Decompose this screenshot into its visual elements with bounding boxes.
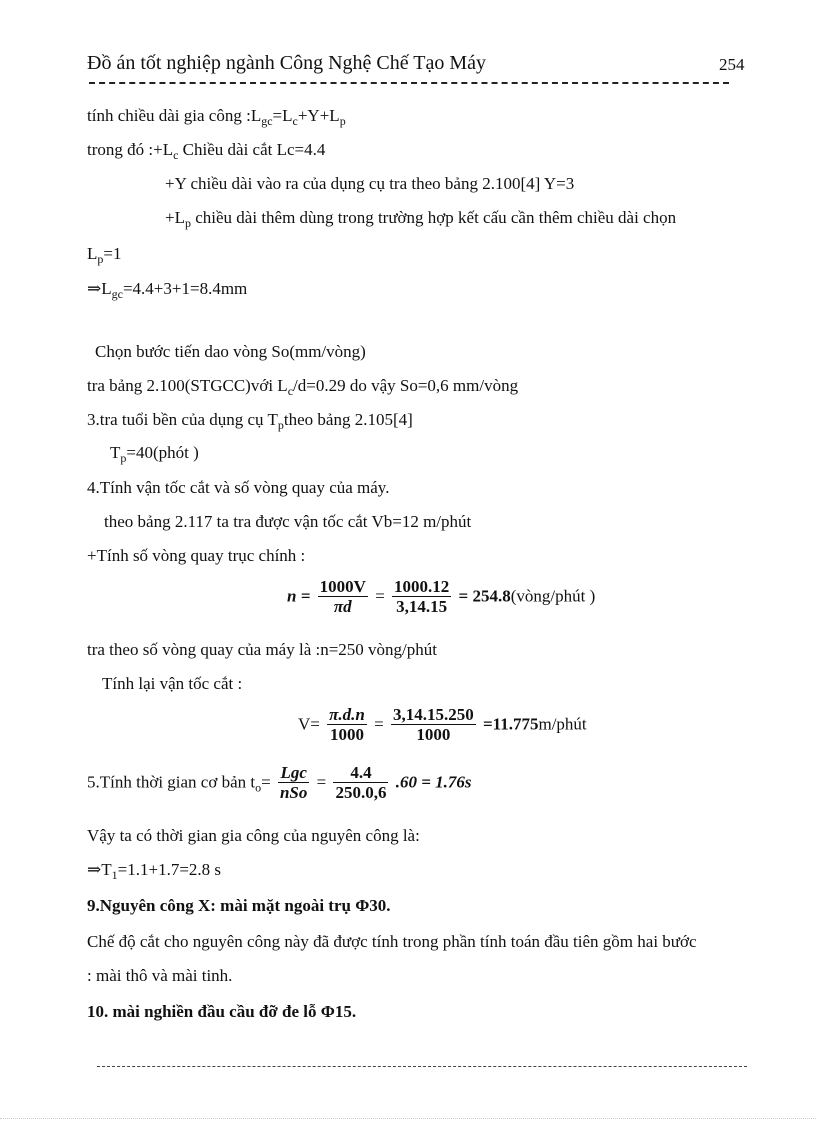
- text-line: 3.tra tuổi bền của dụng cụ $T_ptheo$ bảng 2.105[4]: [87, 410, 413, 432]
- text-line: tính chiều dài gia công $:L_{gc}=L_c+Y+L_p$: [87, 106, 346, 128]
- formula-spindle-speed: n = $\frac{1000V}{\pi d}$ = $\frac{1000.12}{3,14.15}$ = 254.8(vòng/phút ): [287, 577, 596, 616]
- page-number: 254: [719, 55, 745, 74]
- text-line: trong đó $:+L_c$ Chiều dài cắt Lc=4.4: [87, 140, 326, 162]
- text-line: Tính lại vận tốc cắt :: [102, 674, 243, 693]
- formula-machining-time: 5.Tính thời gian cơ bản $t_o=$ $\frac{\text{Lgc}}{\text{nSo}}$ = $\frac{4.4}{250.0,6}$ .60 = 1.76s: [87, 763, 472, 802]
- text-line: $\Rightarrow L_{gc}=4.4+3+1=8.4mm$: [87, 279, 248, 301]
- formula-cutting-speed: V= $\frac{\pi.d.n}{1000}$ = $\frac{3,14.15.250}{1000}$ =11.775m/phút: [298, 705, 587, 744]
- footer-divider: [97, 1066, 747, 1067]
- text-line: Vậy ta có thời gian gia công của nguyên công là:: [87, 826, 420, 845]
- text-line: $L_p=1$: [87, 244, 122, 266]
- text-line: 4.Tính vận tốc cắt và số vòng quay của máy.: [87, 478, 390, 497]
- page-edge: [0, 1118, 816, 1119]
- section-heading-9: 9.Nguyên công X: mài mặt ngoài trụ Φ30.: [87, 896, 391, 915]
- text-line: theo bảng 2.117 ta tra được vận tốc cắt Vb=12 m/phút: [104, 512, 472, 531]
- text-line: +Tính số vòng quay trục chính :: [87, 546, 306, 565]
- text-line: tra theo số vòng quay của máy là :n=250 vòng/phút: [87, 640, 437, 659]
- header-divider: [89, 82, 729, 84]
- text-line: $T_p=40(phót$ ): [110, 443, 199, 465]
- text-line: Chọn bước tiến dao vòng So(mm/vòng): [95, 342, 366, 361]
- text-line: Chế độ cắt cho nguyên công này đã được tính trong phần tính toán đầu tiên gồm hai bước: [87, 932, 697, 951]
- text-line: $\Rightarrow T_1=1.1+1.7=2.8$ s: [87, 860, 222, 882]
- section-heading-10: 10. mài nghiền đầu cầu đỡ đe lỗ Φ15.: [87, 1002, 357, 1021]
- text-line: $+L_p$ chiều dài thêm dùng trong trường hợp kết cấu cần thêm chiều dài chọn: [165, 208, 677, 230]
- text-line: tra bảng 2.100(STGCC)với $L_c/d=0.29$ do vậy So=0,6 mm/vòng: [87, 376, 519, 398]
- text-line: +Y chiều dài vào ra của dụng cụ tra theo bảng 2.100[4] Y=3: [165, 174, 575, 193]
- document-title: Đồ án tốt nghiệp ngành Công Nghệ Chế Tạo Máy: [87, 52, 487, 74]
- text-line: : mài thô và mài tinh.: [87, 966, 233, 985]
